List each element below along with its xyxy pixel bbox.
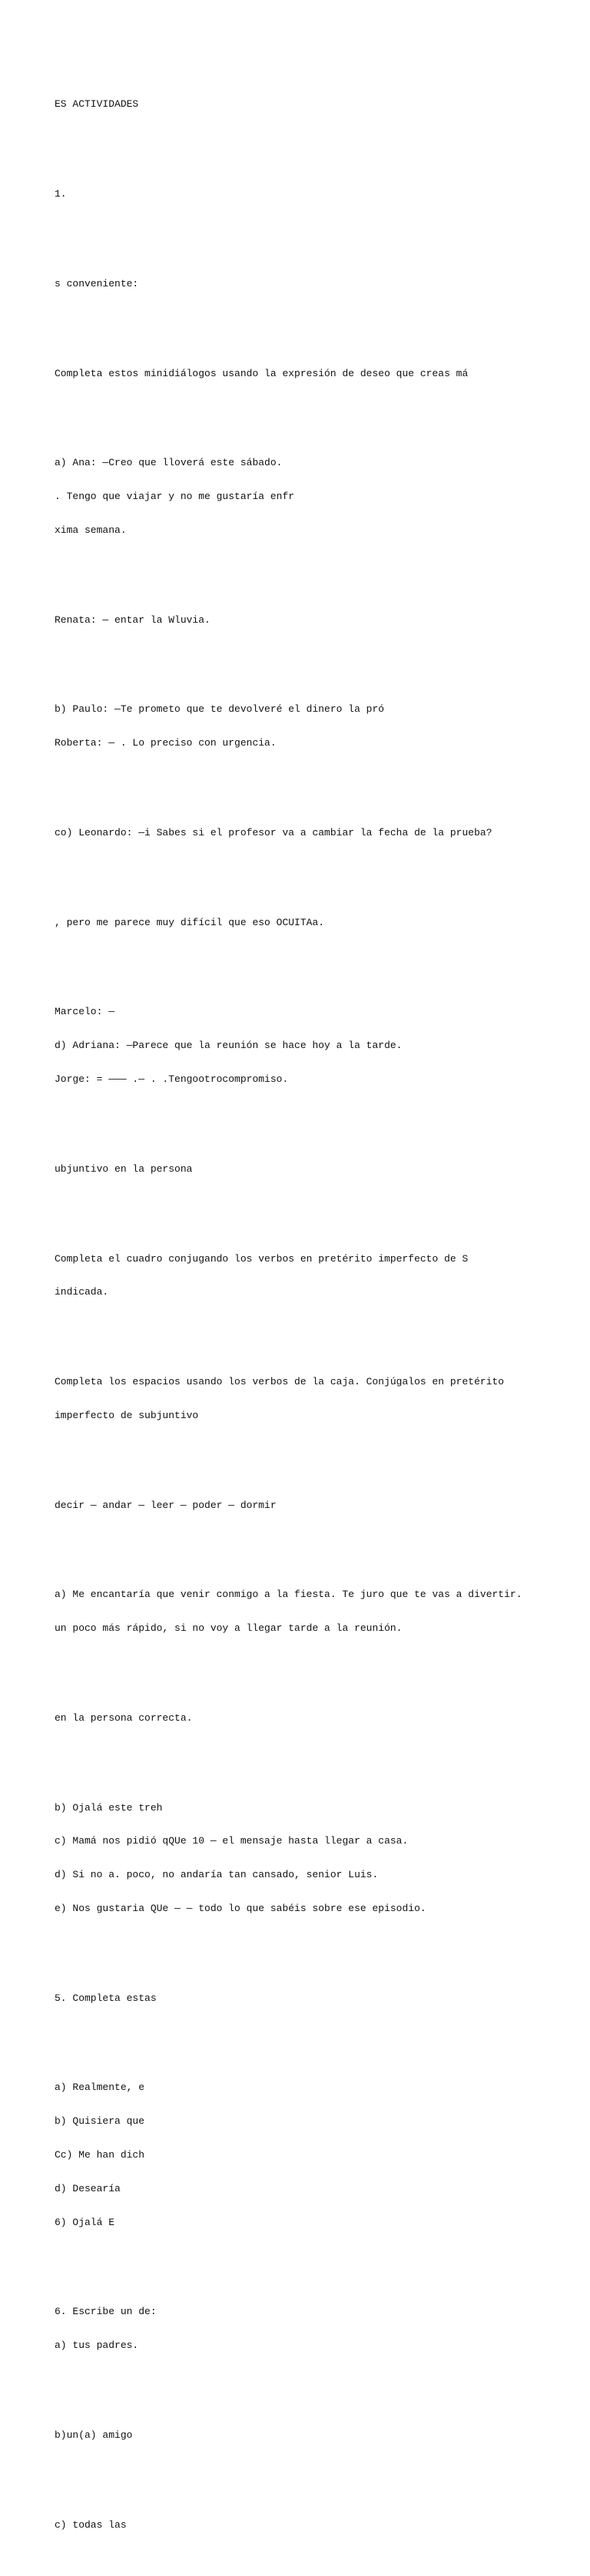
exercise-line: 6) Ojalá E [55,2216,115,2228]
exercise-line: d) Si no a. poco, no andaría tan cansado, senior Luis. [55,1869,379,1881]
instruction-block [55,346,546,402]
exercise-heading-block [55,1971,546,2027]
text-line: ubjuntivo en la persona [55,1162,193,1175]
text-block [55,895,546,951]
instruction-line: indicada. [55,1286,109,1298]
exercise-line: b) Quisiera que [55,2115,145,2128]
exercise-line: a) tus padres. [55,2340,139,2352]
exercise-line: c) todas las [55,2518,127,2531]
dialogue-line: . Tengo que viajar y no me gustaría enfr [55,491,295,503]
exercise-item-block [55,2497,546,2553]
verb-box-block [55,1477,546,1533]
exercise-item-block [55,1567,546,1657]
dialogue-line: b) Paulo: —Te prometo que te devolveré el dinero la pró [55,703,385,716]
dialogue-c-block [55,805,546,861]
exercise-line: b)un(a) amigo [55,2429,133,2441]
dialogue-line: Renata: — entar la Wluvia. [55,613,210,626]
text-line: en la persona correcta. [55,1711,193,1724]
exercise-number-block [55,167,546,223]
document-heading: ES ACTIVIDADES [55,98,139,111]
instruction-line: Completa el cuadro conjugando los verbos en pretérito imperfecto de S [55,1252,469,1265]
dialogue-line: co) Leonardo: —i Sabes si el profesor va a cambiar la fecha de la prueba? [55,826,492,838]
document-page [55,55,546,2576]
instruction-block [55,1231,546,1321]
dialogue-line: Jorge: = ——— .— . .Tengootrocompromiso. [55,1073,289,1086]
text-block [55,1142,546,1198]
exercise-number: 1. [55,188,67,200]
instruction-block [55,1354,546,1444]
dialogue-renata-block [55,593,546,649]
verb-list: decir — andar — leer — poder — dormir [55,1499,277,1511]
heading-block [55,77,546,133]
exercise-item-block [55,2284,546,2374]
dialogue-line: d) Adriana: —Parece que la reunión se hace hoy a la tarde. [55,1040,403,1052]
dialogue-d-block [55,984,546,1108]
exercise-heading: 5. Completa estas [55,1992,157,2004]
exercise-line: a) Realmente, e [55,2082,145,2094]
exercise-line: d) Desearía [55,2182,121,2194]
dialogue-a-block [55,435,546,559]
instruction-line: Completa estos minidiálogos usando la expresión de deseo que creas má [55,367,469,379]
exercise-line: c) Mamá nos pidió qQUe 10 — el mensaje hasta llegar a casa. [55,1835,409,1847]
dialogue-line: xima semana. [55,524,127,536]
exercise-line: un poco más rápido, si no voy a llegar tarde a la reunión. [55,1622,403,1635]
exercise-item-block [55,2060,546,2250]
dialogue-line: Roberta: — . Lo preciso con urgencia. [55,737,277,749]
dialogue-line: a) Ana: —Creo que lloverá este sábado. [55,457,283,469]
instruction-line: imperfecto de subjuntivo [55,1409,199,1421]
exercise-line: e) Nos gustaria QUe — — todo lo que sabéis sobre ese episodio. [55,1902,426,1914]
dialogue-line: Marcelo: — [55,1006,115,1018]
exercise-line: a) Me encantaría que venir conmigo a la fiesta. Te juro que te vas a divertir. [55,1589,522,1601]
instruction-line: Completa los espacios usando los verbos de la caja. Conjúgalos en pretérito [55,1376,505,1388]
text-line: s conveniente: [55,277,139,289]
dialogue-b-block [55,682,546,772]
exercise-line: Cc) Me han dich [55,2149,145,2161]
text-block [55,1691,546,1747]
text-block [55,256,546,312]
text-line: , pero me parece muy difícil que eso OCUITAa. [55,916,325,928]
exercise-line: b) Ojalá este treh [55,1801,163,1814]
exercise-item-block [55,2408,546,2464]
exercise-line: 6. Escribe un de: [55,2306,157,2318]
exercise-item-block [55,1780,546,1936]
